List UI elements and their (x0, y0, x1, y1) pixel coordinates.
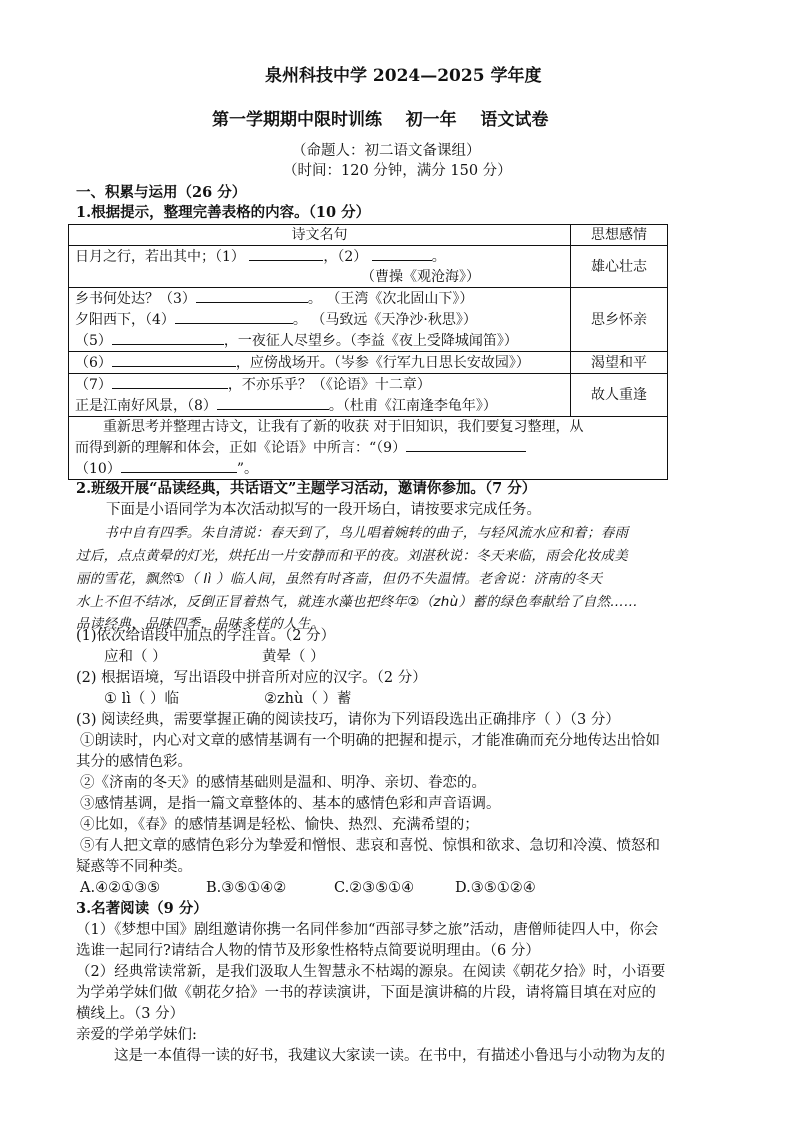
answer-blank-4[interactable] (175, 309, 293, 324)
row-text: 重新思考并整理古诗文，让我有了新的收获 对于旧知识，我们要复习整理，从 (103, 419, 584, 435)
column-header-emotion: 思想感情 (571, 225, 668, 246)
option-line: 其分的感情色彩。 (76, 754, 192, 770)
section-title: 一、积累与运用（26 分） (76, 184, 247, 201)
speech-text: 这是一本值得一读的好书，我建议大家读一读。在书中，有描述小鲁迅与小动物为友的 (114, 1048, 665, 1064)
table-row-2 (69, 288, 571, 352)
row-text: 。 （马致远《天净沙·秋思》） (292, 312, 477, 328)
passage-line: 书中自有四季。朱自清说：春天到了，鸟儿唱着婉转的曲子，与轻风流水应和着；春雨 (104, 525, 629, 541)
answer-blank-9[interactable] (406, 437, 526, 452)
option-line: ②《济南的冬天》的感情基础则是温和、明净、亲切、眷恋的。 (80, 775, 486, 791)
row-text: ”。 (236, 461, 258, 477)
option-line: ①朗读时，内心对文章的感情基调有一个明确的把握和提示，才能准确而充分地传达出恰如 (80, 733, 660, 749)
question-1-title: 1.根据提示，整理完善表格的内容。（10 分） (76, 204, 371, 221)
subquestion-1-title: (1)依次给语段中加点的字注音。（2 分） (76, 628, 336, 644)
subquestion-3-title: (3) 阅读经典，需要掌握正确的阅读技巧，请你为下列语段选出正确排序（ ）（3 分） (76, 712, 620, 728)
row-text: 而得到新的理解和体会，正如《论语》中所言：“（9） (75, 440, 407, 456)
passage-line: 丽的雪花，飘然①（ lì ）临人间，虽然有时吝啬，但仍不失温情。老舍说：济南的冬天 (76, 571, 603, 587)
table-row-3 (69, 352, 571, 374)
answer-blank-7[interactable] (112, 374, 228, 389)
row-text: （6） (75, 355, 112, 371)
choice-d[interactable]: D.③⑤①②④ (455, 880, 536, 896)
question-3-1-line: 选谁一起同行?请结合人物的情节及形象性格特点简要说明理由。（6 分） (76, 943, 540, 959)
answer-blank-3[interactable] (196, 288, 308, 303)
poem-table (68, 224, 668, 480)
row-text: （7） (75, 377, 112, 393)
table-row-1 (69, 246, 571, 288)
emotion-cell: 渴望和平 (571, 352, 668, 374)
option-line: 疑惑等不同种类。 (76, 859, 192, 875)
setter-note: （命题人：初二语文备课组） (292, 143, 481, 159)
question-3-2-line: 横线上。（3 分） (76, 1006, 185, 1022)
row-text: 夕阳西下，（4） (75, 312, 175, 328)
row-text: ，不亦乐乎？（《论语》十二章） (227, 377, 431, 393)
emotion-cell: 故人重逢 (571, 374, 668, 417)
row-text: （10） (75, 461, 121, 477)
passage-line: 水上不但不结冰，反倒正冒着热气，就连水藻也把终年②（zhù）蓄的绿色奉献给了自然…… (76, 594, 638, 610)
speech-greeting: 亲爱的学弟学妹们: (76, 1027, 197, 1043)
time-note: （时间：120 分钟，满分 150 分） (283, 163, 512, 179)
row-text: ，应傍战场开。（岑参《行军九日思长安故园》） (235, 355, 530, 371)
row-text: 。 （王湾《次北固山下》） (307, 291, 474, 307)
passage-line: 品读经典，品味四季，品味多样的人生。 (76, 616, 325, 632)
subquestion-1-answer-a[interactable]: 应和（ ） (104, 649, 167, 665)
row-text: 乡书何处达？（3） (75, 291, 196, 307)
answer-blank-2[interactable] (372, 246, 432, 261)
question-3-1-line: （1）《梦想中国》剧组邀请你携一名同伴参加“西部寻梦之旅”活动，唐僧师徒四人中，你会 (76, 922, 659, 938)
source-note: （曹操《观沧海》） (361, 269, 480, 285)
question-3-title: 3.名著阅读（9 分） (76, 900, 208, 917)
answer-blank-5[interactable] (112, 330, 224, 345)
exam-title: 第一学期期中限时训练 初一年 语文试卷 (212, 110, 549, 130)
answer-blank-1[interactable] (249, 246, 323, 261)
row-text: ，一夜征人尽望乡。（李益《夜上受降城闻笛》） (223, 333, 518, 349)
subquestion-2-title: (2) 根据语境，写出语段中拼音所对应的汉字。（2 分） (76, 670, 427, 686)
row-text: 。 (431, 249, 446, 265)
table-row-4 (69, 374, 571, 417)
answer-blank-6[interactable] (112, 352, 236, 367)
choice-a[interactable]: A.④②①③⑤ (80, 880, 161, 896)
choice-b[interactable]: B.③⑤①④② (206, 880, 287, 896)
option-line: ④比如，《春》的感情基调是轻松、愉快、热烈、充满希望的； (80, 817, 479, 833)
passage-line: 过后，点点黄晕的灯光，烘托出一片安静而和平的夜。刘湛秋说：冬天来临，雨会化妆成美 (76, 548, 628, 564)
answer-blank-8[interactable] (217, 395, 329, 410)
option-line: ③感情基调，是指一篇文章整体的、基本的感情色彩和声音语调。 (80, 796, 501, 812)
choice-c[interactable]: C.②③⑤①④ (334, 880, 415, 896)
emotion-cell: 雄心壮志 (571, 246, 668, 288)
question-3-2-line: 为学弟学妹们做《朝花夕拾》一书的荐读演讲，下面是演讲稿的片段，请将篇目填在对应的 (76, 985, 656, 1001)
subquestion-2-answer-b[interactable]: ②zhù（ ）蓄 (264, 691, 352, 707)
question-2-intro: 下面是小语同学为本次活动拟写的一段开场白，请按要求完成任务。 (106, 502, 541, 518)
row-text: 正是江南好风景，（8） (75, 398, 217, 414)
subquestion-1-answer-b[interactable]: 黄晕（ ） (262, 649, 325, 665)
row-text: 。（杜甫《江南逢李龟年》） (328, 398, 497, 414)
row-text: （5） (75, 333, 112, 349)
question-3-2-line: （2）经典常读常新，是我们汲取人生智慧永不枯竭的源泉。在阅读《朝花夕拾》时，小语要 (76, 964, 666, 980)
subquestion-2-answer-a[interactable]: ① lì（ ）临 (104, 691, 179, 707)
option-line: ⑤有人把文章的感情色彩分为挚爱和憎恨、悲哀和喜悦、惊惧和欲求、急切和冷漠、愤怒和 (80, 838, 660, 854)
school-year-title: 泉州科技中学 2024—2025 学年度 (265, 66, 542, 86)
question-2-title: 2.班级开展“品读经典，共话语文”主题学习活动，邀请你参加。（7 分） (76, 480, 537, 497)
emotion-cell: 思乡怀亲 (571, 288, 668, 352)
column-header-poem: 诗文名句 (69, 225, 571, 246)
table-row-summary (69, 417, 668, 480)
row-text: 日月之行，若出其中；（1） (75, 249, 245, 265)
row-text: ，（2） (323, 249, 368, 265)
answer-blank-10[interactable] (121, 458, 237, 473)
